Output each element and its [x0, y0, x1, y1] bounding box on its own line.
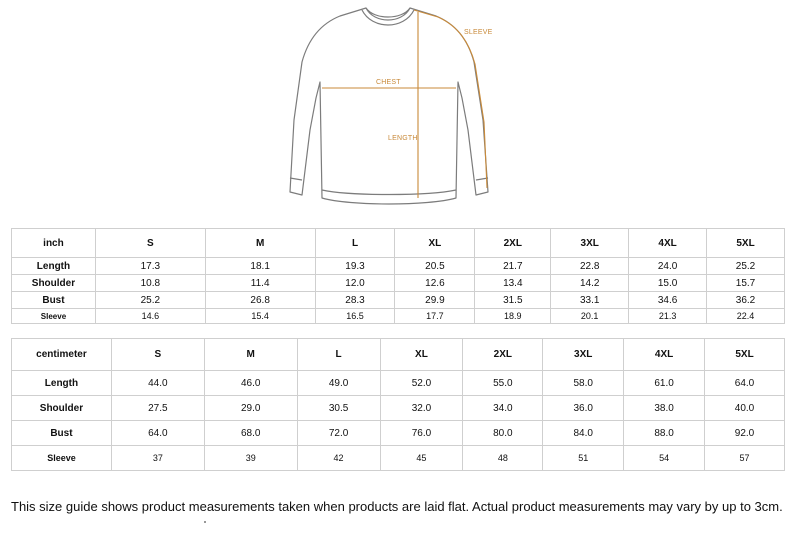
table-row — [12, 446, 785, 471]
table-row — [12, 258, 785, 275]
table-cell: 36.2 — [707, 292, 785, 309]
table-cell: 16.5 — [315, 309, 395, 324]
table-row — [12, 421, 785, 446]
table-cell: 20.1 — [551, 309, 629, 324]
table-cell: 32.0 — [380, 396, 463, 421]
size-header: L — [297, 339, 380, 371]
size-header: XL — [380, 339, 463, 371]
table-cell: 11.4 — [205, 275, 315, 292]
unit-header: centimeter — [12, 339, 112, 371]
table-cell: 15.7 — [707, 275, 785, 292]
size-header: XL — [395, 229, 475, 258]
size-header: 5XL — [705, 339, 785, 371]
table-cell: 14.2 — [551, 275, 629, 292]
stray-dot — [204, 521, 206, 523]
table-cell: 20.5 — [395, 258, 475, 275]
table-cell: 64.0 — [111, 421, 204, 446]
size-header: 4XL — [624, 339, 705, 371]
table-cell: 27.5 — [111, 396, 204, 421]
table-cell: 61.0 — [624, 371, 705, 396]
table-cell: 92.0 — [705, 421, 785, 446]
table-cell: 34.6 — [629, 292, 707, 309]
table-cell: 15.4 — [205, 309, 315, 324]
table-row — [12, 371, 785, 396]
table-cell: 51 — [543, 446, 624, 471]
table-cell: 25.2 — [707, 258, 785, 275]
table-cell: 33.1 — [551, 292, 629, 309]
row-label: Shoulder — [12, 275, 96, 292]
table-row — [12, 275, 785, 292]
table-cell: 72.0 — [297, 421, 380, 446]
table-cell: 31.5 — [475, 292, 551, 309]
table-cell: 10.8 — [95, 275, 205, 292]
size-header: 4XL — [629, 229, 707, 258]
shirt-outline — [290, 8, 488, 204]
table-cell: 29.0 — [204, 396, 297, 421]
table-cell: 36.0 — [543, 396, 624, 421]
table-cell: 80.0 — [463, 421, 543, 446]
table-cell: 57 — [705, 446, 785, 471]
table-header-row — [12, 339, 785, 371]
table-cell: 46.0 — [204, 371, 297, 396]
table-cell: 34.0 — [463, 396, 543, 421]
row-label: Bust — [12, 421, 112, 446]
table-row — [12, 292, 785, 309]
table-cell: 58.0 — [543, 371, 624, 396]
table-cell: 12.6 — [395, 275, 475, 292]
table-cell: 26.8 — [205, 292, 315, 309]
size-header: 3XL — [543, 339, 624, 371]
size-header: 5XL — [707, 229, 785, 258]
inch-size-table — [11, 228, 785, 324]
table-cell: 64.0 — [705, 371, 785, 396]
table-cell: 15.0 — [629, 275, 707, 292]
table-cell: 14.6 — [95, 309, 205, 324]
table-cell: 44.0 — [111, 371, 204, 396]
table-cell: 21.7 — [475, 258, 551, 275]
size-header: M — [204, 339, 297, 371]
table-cell: 88.0 — [624, 421, 705, 446]
row-label: Shoulder — [12, 396, 112, 421]
unit-header: inch — [12, 229, 96, 258]
table-cell: 22.4 — [707, 309, 785, 324]
table-cell: 45 — [380, 446, 463, 471]
size-header: S — [95, 229, 205, 258]
table-cell: 37 — [111, 446, 204, 471]
table-cell: 76.0 — [380, 421, 463, 446]
table-cell: 55.0 — [463, 371, 543, 396]
table-cell: 54 — [624, 446, 705, 471]
chest-label: CHEST — [376, 79, 401, 86]
table-cell: 52.0 — [380, 371, 463, 396]
table-cell: 28.3 — [315, 292, 395, 309]
table-cell: 18.9 — [475, 309, 551, 324]
table-cell: 29.9 — [395, 292, 475, 309]
table-cell: 42 — [297, 446, 380, 471]
row-label: Sleeve — [12, 309, 96, 324]
table-row — [12, 309, 785, 324]
table-row — [12, 396, 785, 421]
table-header-row — [12, 229, 785, 258]
length-label: LENGTH — [388, 135, 418, 142]
size-header: S — [111, 339, 204, 371]
table-cell: 12.0 — [315, 275, 395, 292]
size-header: 3XL — [551, 229, 629, 258]
size-header: 2XL — [475, 229, 551, 258]
table-cell: 17.3 — [95, 258, 205, 275]
row-label: Bust — [12, 292, 96, 309]
shirt-measurement-diagram — [278, 0, 498, 212]
table-cell: 17.7 — [395, 309, 475, 324]
table-cell: 49.0 — [297, 371, 380, 396]
sleeve-label: SLEEVE — [464, 29, 493, 36]
table-cell: 22.8 — [551, 258, 629, 275]
table-cell: 48 — [463, 446, 543, 471]
table-cell: 68.0 — [204, 421, 297, 446]
centimeter-size-table — [11, 338, 785, 471]
row-label: Sleeve — [12, 446, 112, 471]
table-cell: 39 — [204, 446, 297, 471]
table-cell: 21.3 — [629, 309, 707, 324]
size-guide-footnote: This size guide shows product measurements taken when products are laid flat. Actual product measurements may vary by up to 3cm. — [11, 499, 783, 514]
size-header: L — [315, 229, 395, 258]
table-cell: 84.0 — [543, 421, 624, 446]
table-cell: 40.0 — [705, 396, 785, 421]
table-cell: 38.0 — [624, 396, 705, 421]
table-cell: 30.5 — [297, 396, 380, 421]
table-cell: 25.2 — [95, 292, 205, 309]
table-cell: 18.1 — [205, 258, 315, 275]
size-header: M — [205, 229, 315, 258]
row-label: Length — [12, 371, 112, 396]
row-label: Length — [12, 258, 96, 275]
table-cell: 19.3 — [315, 258, 395, 275]
table-cell: 13.4 — [475, 275, 551, 292]
size-header: 2XL — [463, 339, 543, 371]
table-cell: 24.0 — [629, 258, 707, 275]
